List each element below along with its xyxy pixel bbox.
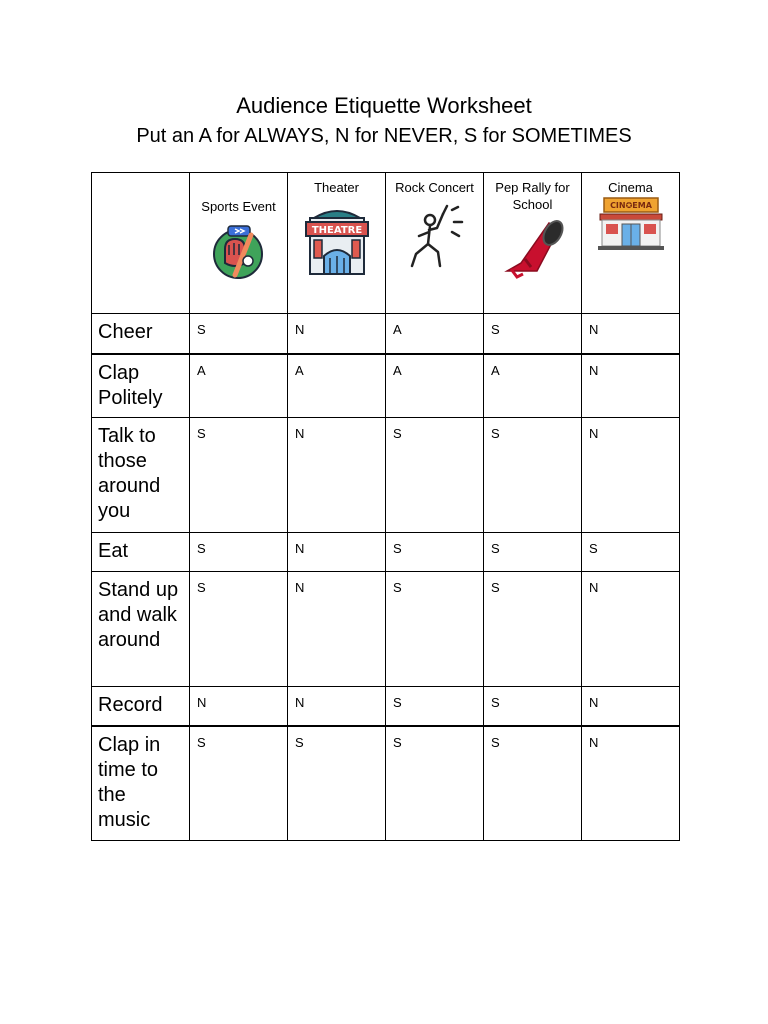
megaphone-icon (497, 215, 569, 279)
column-header-sports-event (190, 173, 288, 314)
row-label: Eat (92, 533, 190, 572)
table-cell: N (582, 687, 680, 726)
table-cell: A (386, 314, 484, 354)
row-label: Clap Politely (92, 354, 190, 418)
cinema-sign: CIN✪EMA (609, 201, 652, 210)
row-label: Cheer (92, 314, 190, 354)
corner-cell (92, 173, 190, 314)
table-cell: N (288, 533, 386, 572)
table-cell: S (386, 418, 484, 533)
table-cell: S (190, 418, 288, 533)
table-cell: N (288, 418, 386, 533)
column-header-pep-rally (484, 173, 582, 314)
table-cell: S (386, 726, 484, 841)
table-cell: N (190, 687, 288, 726)
table-cell: A (484, 354, 582, 418)
baseball-glove-icon (211, 221, 267, 285)
instructions: Put an A for ALWAYS, N for NEVER, S for SOMETIMES (136, 125, 632, 147)
table-cell: N (582, 572, 680, 687)
row-label: Talk to those around you (92, 418, 190, 533)
table-cell: S (190, 533, 288, 572)
table-cell: S (484, 418, 582, 533)
column-label: Pep Rally for School (495, 180, 570, 212)
table-cell: S (190, 726, 288, 841)
table-row (92, 314, 680, 354)
table-row (92, 687, 680, 726)
table-cell: S (484, 314, 582, 354)
theatre-building-icon (302, 202, 372, 276)
header-row (92, 173, 680, 314)
table-row (92, 418, 680, 533)
table-cell: N (288, 687, 386, 726)
table-cell: A (386, 354, 484, 418)
rock-singer-icon (400, 202, 470, 272)
table-cell: N (582, 418, 680, 533)
table-cell: N (582, 314, 680, 354)
table-cell: S (484, 533, 582, 572)
table-cell: N (288, 314, 386, 354)
row-label: Clap in time to the music (92, 726, 190, 841)
column-label: Rock Concert (395, 180, 474, 195)
table-cell: S (484, 687, 582, 726)
table-cell: S (190, 572, 288, 687)
table-row (92, 726, 680, 841)
page-title: Audience Etiquette Worksheet (236, 93, 532, 118)
column-label: Theater (314, 180, 359, 195)
column-header-cinema (582, 173, 680, 314)
column-label: Cinema (608, 180, 653, 195)
table-cell: S (386, 533, 484, 572)
table-cell: N (582, 354, 680, 418)
etiquette-table (91, 172, 680, 841)
table-cell: A (190, 354, 288, 418)
row-label: Stand up and walk around (92, 572, 190, 687)
table-row (92, 533, 680, 572)
column-header-rock-concert (386, 173, 484, 314)
table-row (92, 354, 680, 418)
table-cell: S (484, 572, 582, 687)
table-cell: S (386, 687, 484, 726)
table-cell: N (582, 726, 680, 841)
cinema-building-icon (596, 196, 666, 254)
table-row (92, 572, 680, 687)
table-cell: S (190, 314, 288, 354)
table-cell: S (484, 726, 582, 841)
table-cell: S (386, 572, 484, 687)
column-label: Sports Event (201, 199, 276, 214)
table-cell: A (288, 354, 386, 418)
column-header-theater (288, 173, 386, 314)
row-label: Record (92, 687, 190, 726)
table-cell: S (288, 726, 386, 841)
theatre-sign: THEATRE (311, 225, 362, 236)
table-cell: S (582, 533, 680, 572)
table-cell: N (288, 572, 386, 687)
